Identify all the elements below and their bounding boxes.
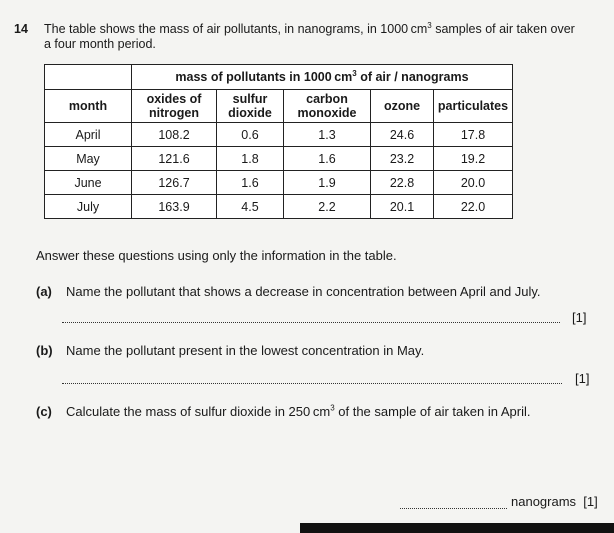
value-cell: 20.1 bbox=[371, 195, 434, 219]
part-a-answer-line[interactable] bbox=[62, 322, 560, 323]
part-c-mark: [1] bbox=[583, 494, 598, 509]
group-header-text-end: of air / nanograms bbox=[356, 70, 469, 84]
table-corner-cell bbox=[45, 65, 132, 90]
intro-text-line2: a four month period. bbox=[44, 37, 156, 51]
part-b-text: Name the pollutant present in the lowest concentration in May. bbox=[66, 343, 425, 358]
part-a-question bbox=[36, 284, 541, 299]
question-number: 14 bbox=[14, 22, 28, 36]
column-header bbox=[132, 90, 217, 123]
column-header-line: dioxide bbox=[228, 106, 272, 120]
value-cell: 1.6 bbox=[284, 147, 371, 171]
column-header-line: oxides of bbox=[146, 92, 202, 106]
group-header-sup: 3 bbox=[352, 68, 357, 78]
value-cell: 0.6 bbox=[217, 123, 284, 147]
table-row bbox=[45, 147, 513, 171]
value-cell: 19.2 bbox=[434, 147, 513, 171]
pollutant-table bbox=[44, 64, 513, 219]
column-header bbox=[217, 90, 284, 123]
value-cell: 22.8 bbox=[371, 171, 434, 195]
month-cell: July bbox=[45, 195, 132, 219]
table-group-header bbox=[132, 65, 513, 90]
table-row bbox=[45, 195, 513, 219]
value-cell: 121.6 bbox=[132, 147, 217, 171]
column-header-line: carbon bbox=[306, 92, 348, 106]
table-column-header-row bbox=[45, 90, 513, 123]
value-cell: 22.0 bbox=[434, 195, 513, 219]
part-a-label: (a) bbox=[36, 284, 52, 299]
value-cell: 20.0 bbox=[434, 171, 513, 195]
value-cell: 17.8 bbox=[434, 123, 513, 147]
table-row bbox=[45, 123, 513, 147]
month-cell: May bbox=[45, 147, 132, 171]
table-group-header-row bbox=[45, 65, 513, 90]
value-cell: 126.7 bbox=[132, 171, 217, 195]
intro-text-line1: The table shows the mass of air pollutants, in nanograms, in 1000 cm bbox=[44, 22, 428, 36]
instructions-text: Answer these questions using only the information in the table. bbox=[36, 248, 397, 263]
part-c-text: Calculate the mass of sulfur dioxide in 250 cm bbox=[66, 404, 331, 419]
question-intro bbox=[44, 22, 589, 52]
part-b-mark: [1] bbox=[575, 371, 590, 386]
part-c-question bbox=[36, 404, 530, 419]
column-header bbox=[284, 90, 371, 123]
column-header bbox=[371, 90, 434, 123]
part-c-label: (c) bbox=[36, 404, 52, 419]
value-cell: 24.6 bbox=[371, 123, 434, 147]
value-cell: 1.3 bbox=[284, 123, 371, 147]
value-cell: 163.9 bbox=[132, 195, 217, 219]
part-a-text: Name the pollutant that shows a decrease in concentration between April and July. bbox=[66, 284, 541, 299]
group-header-text: mass of pollutants in 1000 cm bbox=[175, 70, 353, 84]
part-c-unit-and-mark bbox=[511, 494, 598, 509]
intro-superscript: 3 bbox=[427, 20, 432, 30]
part-c-unit: nanograms bbox=[511, 494, 577, 509]
value-cell: 1.9 bbox=[284, 171, 371, 195]
part-c-text-end: of the sample of air taken in April. bbox=[334, 404, 531, 419]
part-b-label: (b) bbox=[36, 343, 53, 358]
column-header-line: nitrogen bbox=[149, 106, 199, 120]
value-cell: 1.6 bbox=[217, 171, 284, 195]
table-row bbox=[45, 171, 513, 195]
value-cell: 4.5 bbox=[217, 195, 284, 219]
month-cell: June bbox=[45, 171, 132, 195]
month-header: month bbox=[45, 90, 132, 123]
value-cell: 23.2 bbox=[371, 147, 434, 171]
part-c-superscript: 3 bbox=[330, 403, 335, 413]
value-cell: 1.8 bbox=[217, 147, 284, 171]
page-footer-bar bbox=[300, 523, 614, 533]
column-header bbox=[434, 90, 513, 123]
column-header-line: ozone bbox=[383, 99, 421, 113]
intro-text-line1-end: samples of air taken over bbox=[431, 22, 575, 36]
value-cell: 2.2 bbox=[284, 195, 371, 219]
part-a-mark: [1] bbox=[572, 310, 587, 325]
part-b-question bbox=[36, 343, 424, 358]
value-cell: 108.2 bbox=[132, 123, 217, 147]
part-b-answer-line[interactable] bbox=[62, 383, 562, 384]
month-cell: April bbox=[45, 123, 132, 147]
part-c-answer-line[interactable] bbox=[400, 508, 507, 509]
column-header-line: monoxide bbox=[297, 106, 357, 120]
column-header-line: sulfur bbox=[232, 92, 268, 106]
column-header-line: particulates bbox=[437, 99, 509, 113]
